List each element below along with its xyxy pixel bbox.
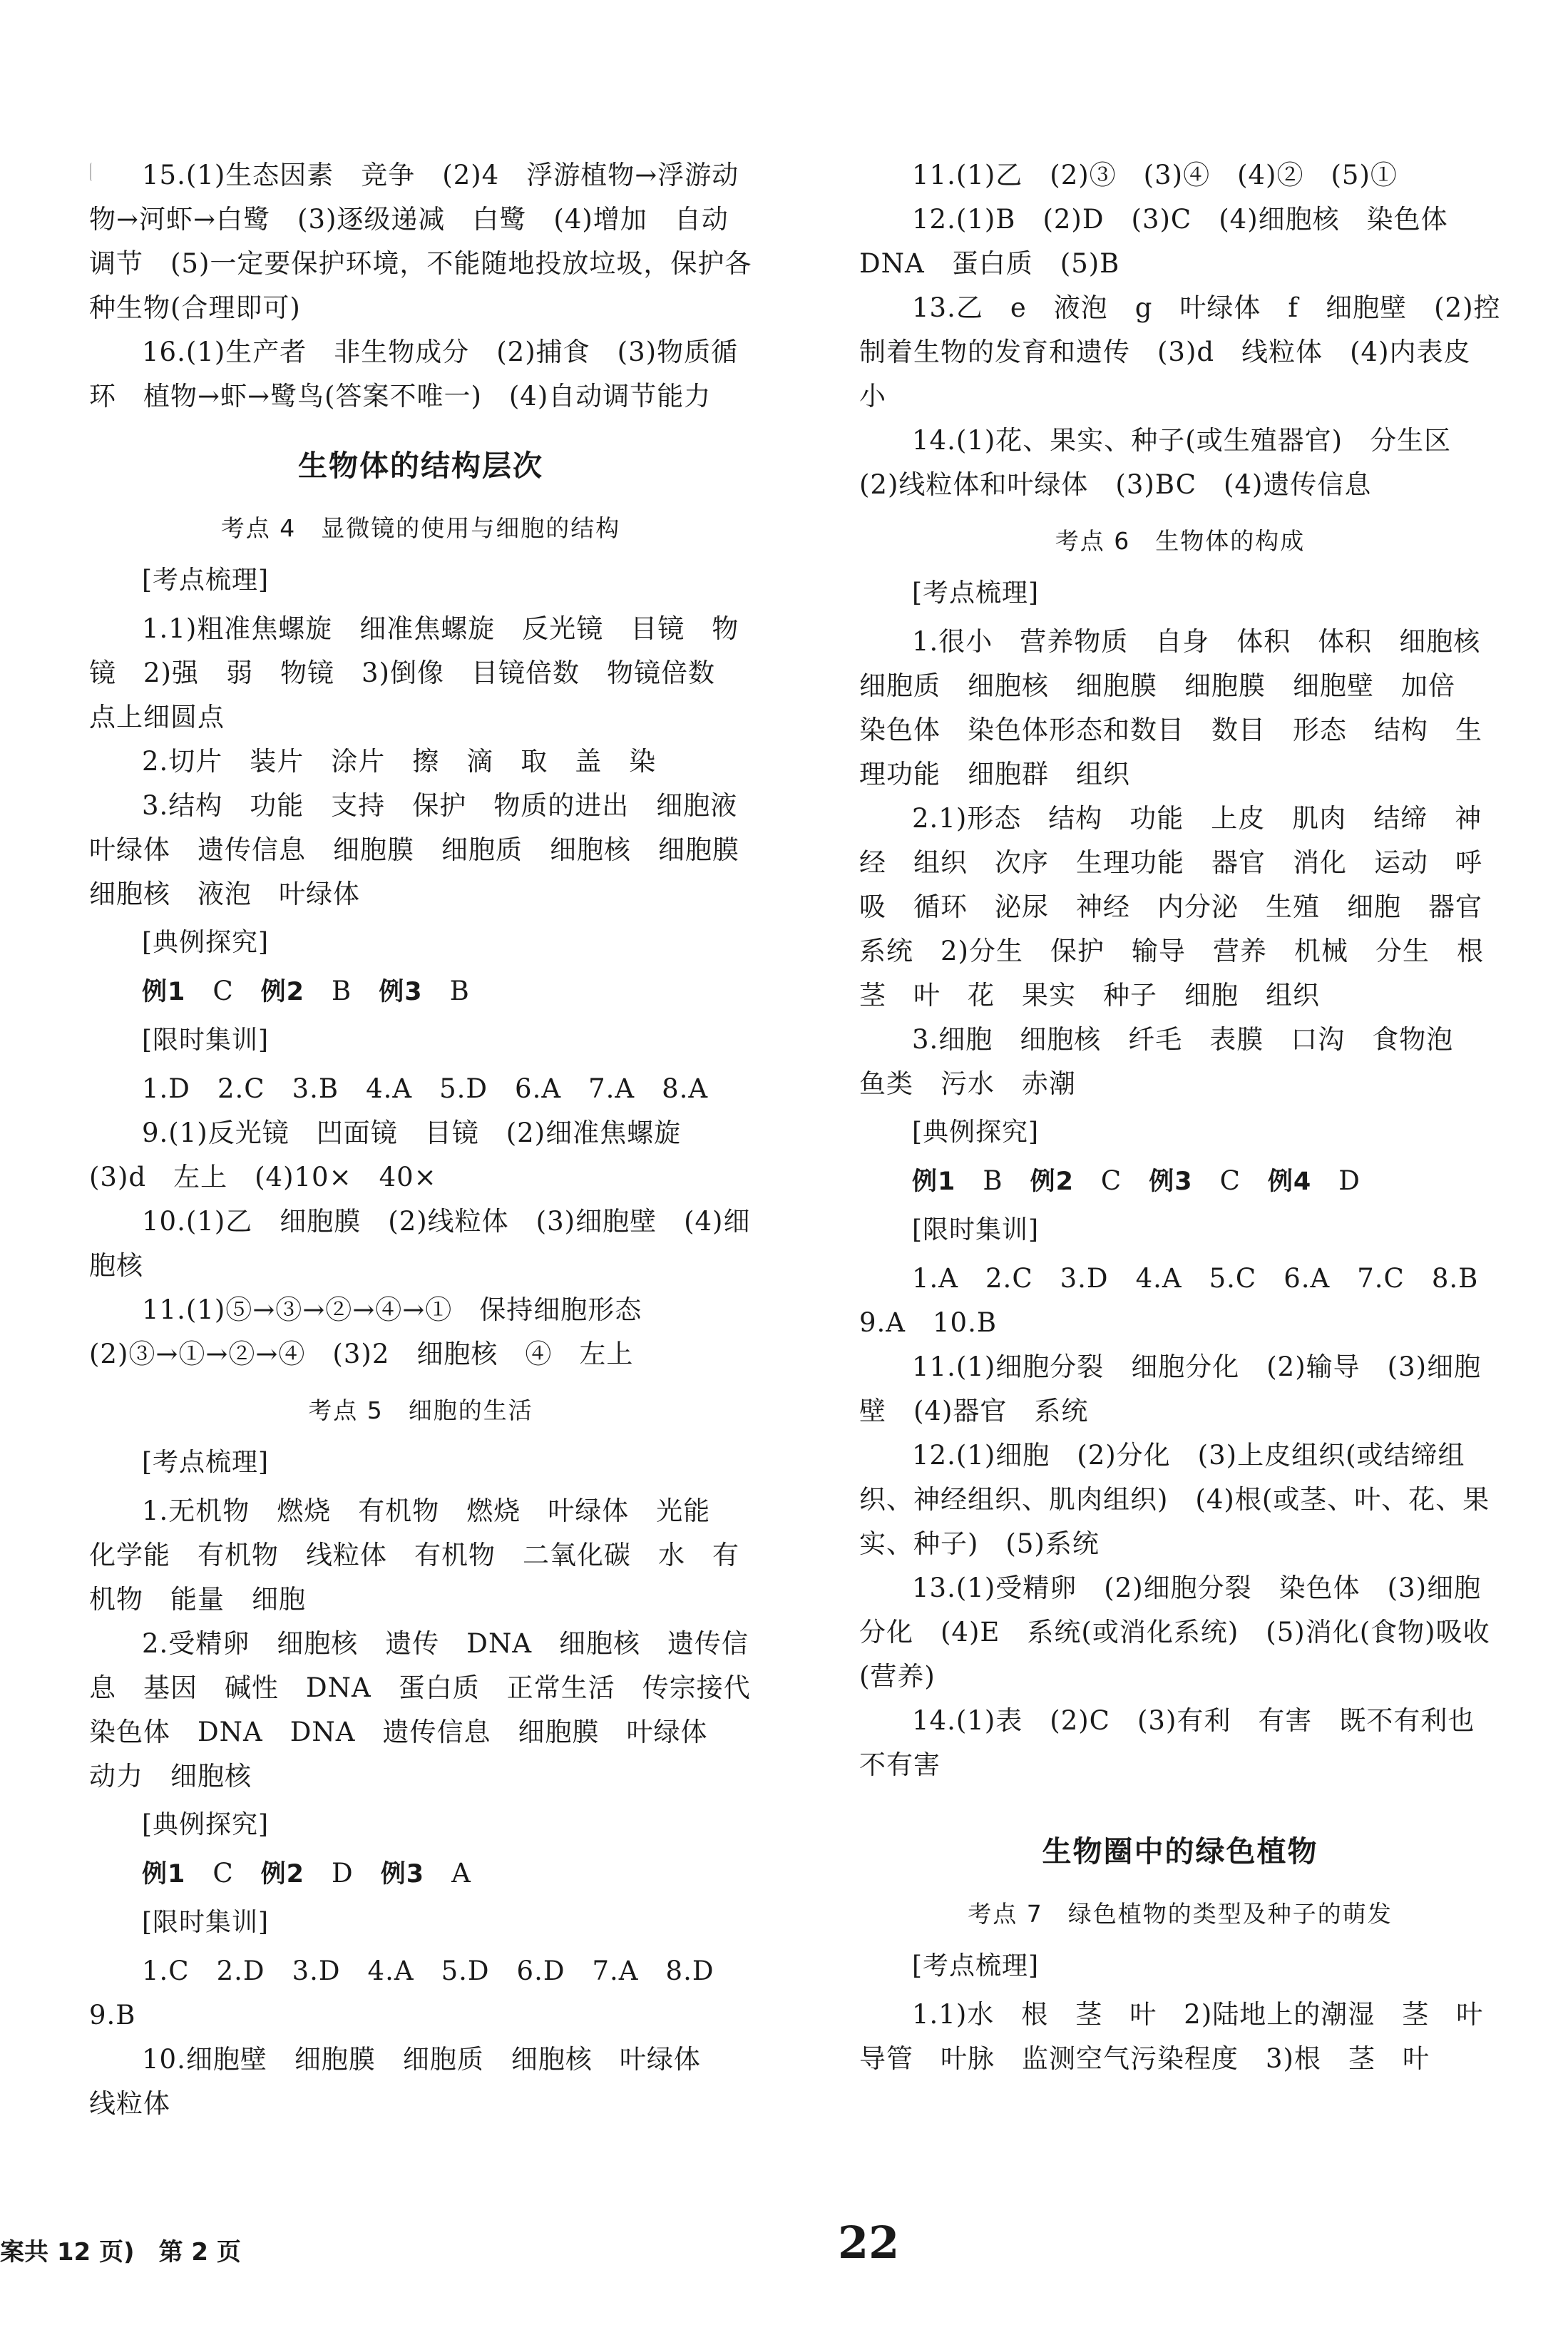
example-label: 例4 bbox=[1267, 1167, 1312, 1196]
subsection-label: [考点梳理] bbox=[912, 1951, 1040, 1981]
topic-heading: 考点 7 绿色植物的类型及种子的萌发 bbox=[968, 1900, 1393, 1928]
page-footer: 案共 12 页) 第 2 页 bbox=[0, 2238, 241, 2267]
example-label: 例3 bbox=[380, 1860, 425, 1889]
example-label: 例2 bbox=[1030, 1167, 1074, 1196]
example-answers bbox=[142, 1851, 752, 1896]
answer-paragraph: 1.很小 营养物质 自身 体积 体积 细胞核 细胞质 细胞核 细胞膜 细胞膜 细胞壁 加倍 染色体 染色体形态和数目 数目 形态 结构 生理功能 细胞群 组织 bbox=[859, 626, 1508, 790]
example-answer: C bbox=[212, 1858, 234, 1889]
section-title: 生物圈中的绿色植物 bbox=[1042, 1834, 1318, 1869]
answer-paragraph: 14.(1)表 (2)C (3)有利 有害 既不有利也不有害 bbox=[859, 1705, 1475, 1780]
answer-paragraph: 1.1)粗准焦螺旋 细准焦螺旋 反光镜 目镜 物镜 2)强 弱 物镜 3)倒像 目镜倍数 物镜倍数 点上细圆点 bbox=[89, 613, 742, 732]
example-label: 例1 bbox=[142, 1860, 186, 1889]
answer-paragraph: 11.(1)⑤→③→②→④→① 保持细胞形态 (2)③→①→②→④ (3)2 细胞核 ④ 左上 bbox=[89, 1294, 670, 1369]
example-label: 例3 bbox=[379, 978, 423, 1006]
answer-paragraph: 2.切片 装片 涂片 擦 滴 取 盖 染 bbox=[142, 746, 657, 777]
topic-heading: 考点 6 生物体的构成 bbox=[1055, 527, 1306, 555]
answer-paragraph: 14.(1)花、果实、种子(或生殖器官) 分生区 (2)线粒体和叶绿体 (3)BC (4)遗传信息 bbox=[859, 425, 1479, 500]
answer-paragraph: 1.C 2.D 3.D 4.A 5.D 6.D 7.A 8.D 9.B bbox=[89, 1956, 742, 2030]
topic-heading: 考点 4 显微镜的使用与细胞的结构 bbox=[220, 514, 621, 542]
subsection-label: [典例探究] bbox=[912, 1118, 1040, 1147]
answer-paragraph: 2.受精卵 细胞核 遗传 DNA 细胞核 遗传信息 基因 碱性 DNA 蛋白质 正常生活 传宗接代 染色体 DNA DNA 遗传信息 细胞膜 叶绿体 动力 细胞核 bbox=[89, 1628, 778, 1792]
example-answer: B bbox=[983, 1165, 1003, 1196]
answer-paragraph: 9.(1)反光镜 凹面镜 目镜 (2)细准焦螺旋 (3)d 左上 (4)10× 40× bbox=[89, 1118, 709, 1192]
subsection-label: [限时集训] bbox=[142, 1908, 270, 1937]
answer-paragraph: 10.细胞壁 细胞膜 细胞质 细胞核 叶绿体 线粒体 bbox=[89, 2044, 728, 2119]
answer-paragraph: 12.(1)细胞 (2)分化 (3)上皮组织(或结缔组织、神经组织、肌肉组织) (4)根(或茎、叶、花、果实、种子) (5)系统 bbox=[859, 1440, 1490, 1559]
answer-paragraph: 3.结构 功能 支持 保护 物质的进出 细胞液 叶绿体 遗传信息 细胞膜 细胞质 细胞核 细胞膜 细胞核 液泡 叶绿体 bbox=[89, 790, 767, 909]
answer-paragraph: 3.细胞 细胞核 纤毛 表膜 口沟 食物泡 鱼类 污水 赤潮 bbox=[859, 1024, 1481, 1099]
answer-paragraph: 15.(1)生态因素 竞争 (2)4 浮游植物→浮游动物→河虾→白鹭 (3)逐级递减 白鹭 (4)增加 自动调节 (5)一定要保护环境，不能随地投放垃圾，保护各种生物(合理即可) bbox=[89, 160, 752, 323]
subsection-label: [典例探究] bbox=[142, 928, 270, 957]
answer-paragraph: 1.A 2.C 3.D 4.A 5.C 6.A 7.C 8.B 9.A 10.B bbox=[859, 1263, 1506, 1338]
example-label: 例1 bbox=[912, 1167, 956, 1196]
answer-paragraph: 1.无机物 燃烧 有机物 燃烧 叶绿体 光能 化学能 有机物 线粒体 有机物 二氧化碳 水 有机物 能量 细胞 bbox=[89, 1496, 739, 1615]
answer-paragraph: 11.(1)乙 (2)③ (3)④ (4)② (5)① bbox=[912, 160, 1398, 190]
example-label: 例2 bbox=[260, 978, 305, 1006]
subsection-label: [考点梳理] bbox=[142, 1448, 270, 1477]
example-label: 例3 bbox=[1149, 1167, 1193, 1196]
answer-paragraph: 2.1)形态 结构 功能 上皮 肌肉 结缔 神经 组织 次序 生理功能 器官 消化 运动 呼吸 循环 泌尿 神经 内分泌 生殖 细胞 器官 系统 2)分生 保护 输导 营养 机械 分生 根 茎 叶 花 果实 种子 细胞 组织 bbox=[859, 803, 1511, 1011]
page-number: 22 bbox=[838, 2217, 900, 2269]
example-answer: C bbox=[1100, 1165, 1122, 1196]
subsection-label: [典例探究] bbox=[142, 1810, 270, 1839]
example-label: 例2 bbox=[260, 1860, 305, 1889]
subsection-label: [限时集训] bbox=[142, 1026, 270, 1055]
example-answer: A bbox=[451, 1858, 471, 1889]
answer-paragraph: 1.1)水 根 茎 叶 2)陆地上的潮湿 茎 叶 导管 叶脉 监测空气污染程度 3)根 茎 叶 bbox=[859, 1999, 1511, 2074]
answer-paragraph: 11.(1)细胞分裂 细胞分化 (2)输导 (3)细胞壁 (4)器官 系统 bbox=[859, 1351, 1482, 1426]
subsection-label: [限时集训] bbox=[912, 1215, 1040, 1245]
example-answer: B bbox=[449, 976, 470, 1006]
topic-heading: 考点 5 细胞的生活 bbox=[308, 1396, 533, 1424]
answer-paragraph: 10.(1)乙 细胞膜 (2)线粒体 (3)细胞壁 (4)细胞核 bbox=[89, 1206, 751, 1281]
subsection-label: [考点梳理] bbox=[142, 566, 270, 595]
answer-paragraph: 13.乙 e 液泡 g 叶绿体 f 细胞壁 (2)控制着生物的发育和遗传 (3)d 线粒体 (4)内表皮 小 bbox=[859, 292, 1501, 412]
example-answer: D bbox=[332, 1858, 354, 1889]
answer-paragraph: 1.D 2.C 3.B 4.A 5.D 6.A 7.A 8.A bbox=[142, 1073, 709, 1104]
example-answer: D bbox=[1338, 1165, 1361, 1196]
section-title: 生物体的结构层次 bbox=[298, 449, 543, 483]
left-column bbox=[89, 153, 778, 2126]
right-column bbox=[859, 153, 1511, 2081]
answer-paragraph: 13.(1)受精卵 (2)细胞分裂 染色体 (3)细胞分化 (4)E 系统(或消化系统) (5)消化(食物)吸收(营养) bbox=[859, 1573, 1490, 1692]
example-label: 例1 bbox=[142, 978, 186, 1006]
example-answers bbox=[912, 1159, 1501, 1204]
example-answer: C bbox=[212, 976, 234, 1006]
answer-paragraph: 16.(1)生产者 非生物成分 (2)捕食 (3)物质循环 植物→虾→鹭鸟(答案不唯一) (4)自动调节能力 bbox=[89, 337, 739, 412]
subsection-label: [考点梳理] bbox=[912, 578, 1040, 608]
example-answer: C bbox=[1219, 1165, 1241, 1196]
answer-paragraph: 12.(1)B (2)D (3)C (4)细胞核 染色体 DNA 蛋白质 (5)B bbox=[859, 204, 1475, 279]
example-answer: B bbox=[332, 976, 352, 1006]
example-answers bbox=[142, 969, 752, 1014]
